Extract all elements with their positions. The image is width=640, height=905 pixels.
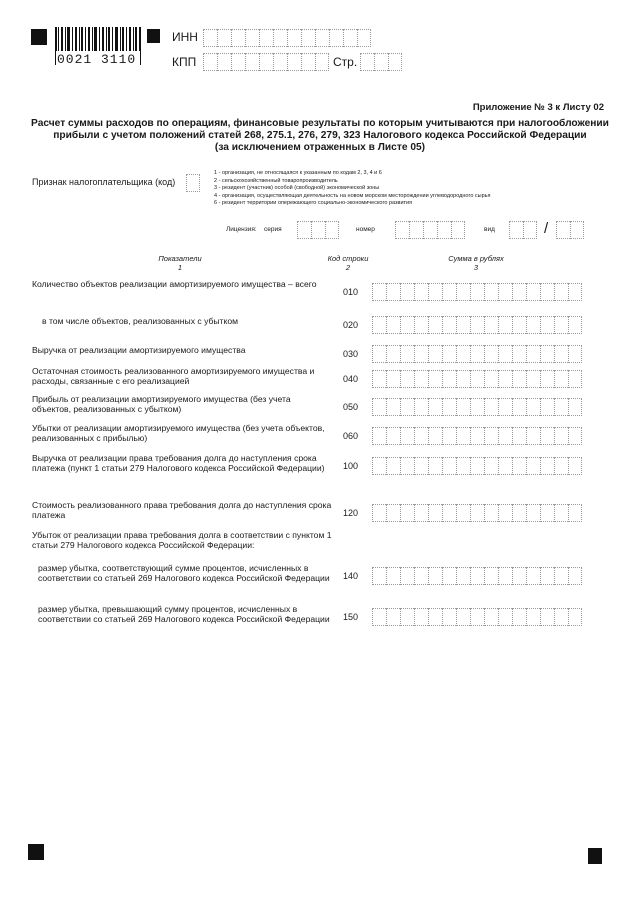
license-series-cells[interactable] [297,221,339,239]
row-sum-cells[interactable] [372,567,582,585]
barcode-number: 0021 3110 [57,52,137,67]
corner-marker-top-left [31,29,47,45]
page-cells[interactable] [360,53,402,71]
row-label: Убыток от реализации права требования долга в соответствии с пунктом 1 статьи 279 Налогового кодекса Российской Федерации: [32,530,332,551]
row-label: Количество объектов реализации амортизируемого имущества – всего [32,279,317,289]
row-label: Стоимость реализованного права требования долга до наступления срока платежа [32,500,332,521]
license-number-label: номер [356,226,375,233]
row-code: 100 [343,461,359,471]
row-code: 020 [343,320,359,330]
inn-label: ИНН [172,30,198,44]
inn-cells[interactable] [203,29,371,47]
row-code: 150 [343,612,359,622]
page-label: Стр. [333,55,358,69]
row-code: 060 [343,431,359,441]
license-type-label: вид [484,226,495,233]
taxpayer-option: 3 - резидент (участник) особой (свободной) экономической зоны [214,185,380,192]
title-line-3: (за исключением отраженных в Листе 05) [214,142,426,153]
row-code: 120 [343,508,359,518]
column-header-sum: Сумма в рублях 3 [448,254,504,272]
corner-marker-bottom-left [28,844,44,860]
taxpayer-option: 6 - резидент территории опережающего социально-экономического развития [214,200,413,207]
kpp-label: КПП [172,55,197,69]
barcode [55,27,141,67]
row-code: 010 [343,287,359,297]
row-sum-cells[interactable] [372,316,582,334]
row-sum-cells[interactable] [372,504,582,522]
page-title [20,118,620,154]
row-label: в том числе объектов, реализованных с убытком [42,316,239,326]
row-label: Остаточная стоимость реализованного амортизируемого имущества и расходы, связанные с его реализацией [32,366,315,387]
row-sum-cells[interactable] [372,608,582,626]
taxpayer-label: Признак налогоплательщика (код) [32,177,176,187]
title-line-1: Расчет суммы расходов по операциям, финансовые результаты по которым учитываются при налогообложении [31,118,609,129]
license-slash: / [544,220,549,237]
row-label: Выручка от реализации амортизируемого имущества [32,345,246,355]
license-type-cells-2[interactable] [556,221,584,239]
license-label: Лицензия: [226,226,257,233]
kpp-cells[interactable] [203,53,329,71]
row-code: 040 [343,374,359,384]
row-sum-cells[interactable] [372,345,582,363]
row-sum-cells[interactable] [372,457,582,475]
appendix-label: Приложение № 3 к Листу 02 [472,102,604,113]
column-header-code: Код строки 2 [327,254,369,272]
row-code: 140 [343,571,359,581]
row-label: размер убытка, соответствующий сумме процентов, исчисленных в соответствии со статьей 269 Налогового кодекса Российской Федерации [38,563,330,584]
row-label: Убытки от реализации амортизируемого имущества (без учета объектов, реализованных с прибылью) [32,423,325,444]
corner-marker-bottom-right [588,848,602,864]
row-sum-cells[interactable] [372,283,582,301]
taxpayer-code-cell[interactable] [186,174,200,192]
row-sum-cells[interactable] [372,370,582,388]
taxpayer-option: 1 - организация, не относящаяся к указанным по кодам 2, 3, 4 и 6 [214,170,382,176]
row-code: 030 [343,349,359,359]
row-label: Прибыль от реализации амортизируемого имущества (без учета объектов, реализованных с убытком) [32,394,291,415]
taxpayer-options [214,170,594,208]
license-number-cells[interactable] [395,221,465,239]
row-sum-cells[interactable] [372,398,582,416]
row-label: Выручка от реализации права требования долга до наступления срока платежа (пункт 1 статьи 279 Налогового кодекса Российской Федерации) [32,453,325,474]
row-label: размер убытка, превышающий сумму процентов, исчисленных в соответствии со статьей 269 Налогового кодекса Российской Федерации [38,604,330,625]
row-sum-cells[interactable] [372,427,582,445]
corner-marker-top-right [147,29,160,43]
title-line-2: прибыли с учетом положений статей 268, 275.1, 276, 279, 323 Налогового кодекса Российской Федерации [53,130,587,141]
row-code: 050 [343,402,359,412]
taxpayer-option: 4 - организация, осуществляющая деятельность на новом морском месторождении углеводородного сырья [214,192,491,199]
taxpayer-option: 2 - сельскохозяйственный товаропроизводитель [214,177,338,184]
column-header-indicators: Показатели 1 [158,254,202,272]
license-type-cells-1[interactable] [509,221,537,239]
license-series-label: серия [264,226,282,233]
